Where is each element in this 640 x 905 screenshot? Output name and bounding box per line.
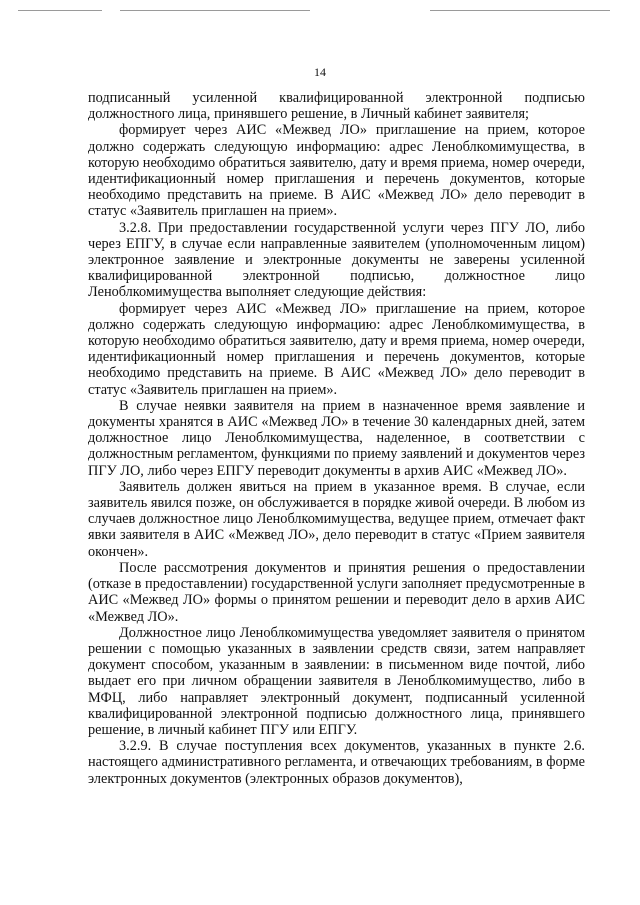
paragraph: 3.2.8. При предоставлении государственной услуги через ПГУ ЛО, либо через ЕПГУ, в случае если направленные заявителем (уполномоченным лицом) электронное заявление и электронные документы не заверены усиленной квалифицированной электронной подписью, должностное лицо Леноблкомимущества выполняет следующие действия: bbox=[88, 219, 585, 301]
paragraph: 3.2.9. В случае поступления всех документов, указанных в пункте 2.6. настоящего административного регламента, и отвечающих требованиям, в форме электронных документов (электронных образов документов), bbox=[88, 738, 585, 787]
paragraph: Должностное лицо Леноблкомимущества уведомляет заявителя о принятом решении с помощью указанных в заявлении средств связи, затем направляет документ способом, указанным в заявлении: в письменном виде почтой, либо выдает его при личном обращении заявителя в Леноблкомимущество, либо в МФЦ, либо направляет электронный документ, подписанный усиленной квалифицированной электронной подписью должностного лица, принявшего решение, в личный кабинет ПГУ или ЕПГУ. bbox=[88, 624, 585, 738]
page-number: 14 bbox=[314, 65, 326, 79]
scan-edge-line bbox=[430, 10, 610, 11]
paragraph: подписанный усиленной квалифицированной электронной подписью должностного лица, принявшего решение, в Личный кабинет заявителя; bbox=[88, 90, 585, 123]
paragraph: После рассмотрения документов и принятия решения о предоставлении (отказе в предоставлении) государственной услуги заполняет предусмотренные в АИС «Межвед ЛО» формы о принятом решении и переводит дело в архив АИС «Межвед ЛО». bbox=[88, 559, 585, 625]
paragraph: формирует через АИС «Межвед ЛО» приглашение на прием, которое должно содержать следующую информацию: адрес Леноблкомимущества, в которую необходимо обратиться заявителю, дату и время приема, номер очереди, идентификационный номер приглашения и перечень документов, которые необходимо представить на приеме. В АИС «Межвед ЛО» дело переводит в статус «Заявитель приглашен на прием». bbox=[88, 122, 585, 220]
scan-edge-line bbox=[18, 10, 102, 11]
paragraph: В случае неявки заявителя на прием в назначенное время заявление и документы хранятся в АИС «Межвед ЛО» в течение 30 календарных дней, затем должностное лицо Леноблкомимущества, наделенное, в соответствии с должностным регламентом, функциями по приему заявлений и документов через ПГУ ЛО, либо через ЕПГУ переводит документы в архив АИС «Межвед ЛО». bbox=[88, 397, 585, 479]
paragraph: Заявитель должен явиться на прием в указанное время. В случае, если заявитель явился позже, он обслуживается в порядке живой очереди. В любом из случаев должностное лицо Леноблкомимущества, ведущее прием, отмечает факт явки заявителя в АИС «Межвед ЛО», дело переводит в статус «Прием заявителя окончен». bbox=[88, 478, 585, 560]
document-body bbox=[88, 90, 585, 787]
scan-edge-line bbox=[120, 10, 310, 11]
paragraph: формирует через АИС «Межвед ЛО» приглашение на прием, которое должно содержать следующую информацию: адрес Леноблкомимущества, в которую необходимо обратиться заявителю, дату и время приема, номер очереди, идентификационный номер приглашения и перечень документов, которые необходимо представить на приеме. В АИС «Межвед ЛО» дело переводит в статус «Заявитель приглашен на прием». bbox=[88, 300, 585, 398]
